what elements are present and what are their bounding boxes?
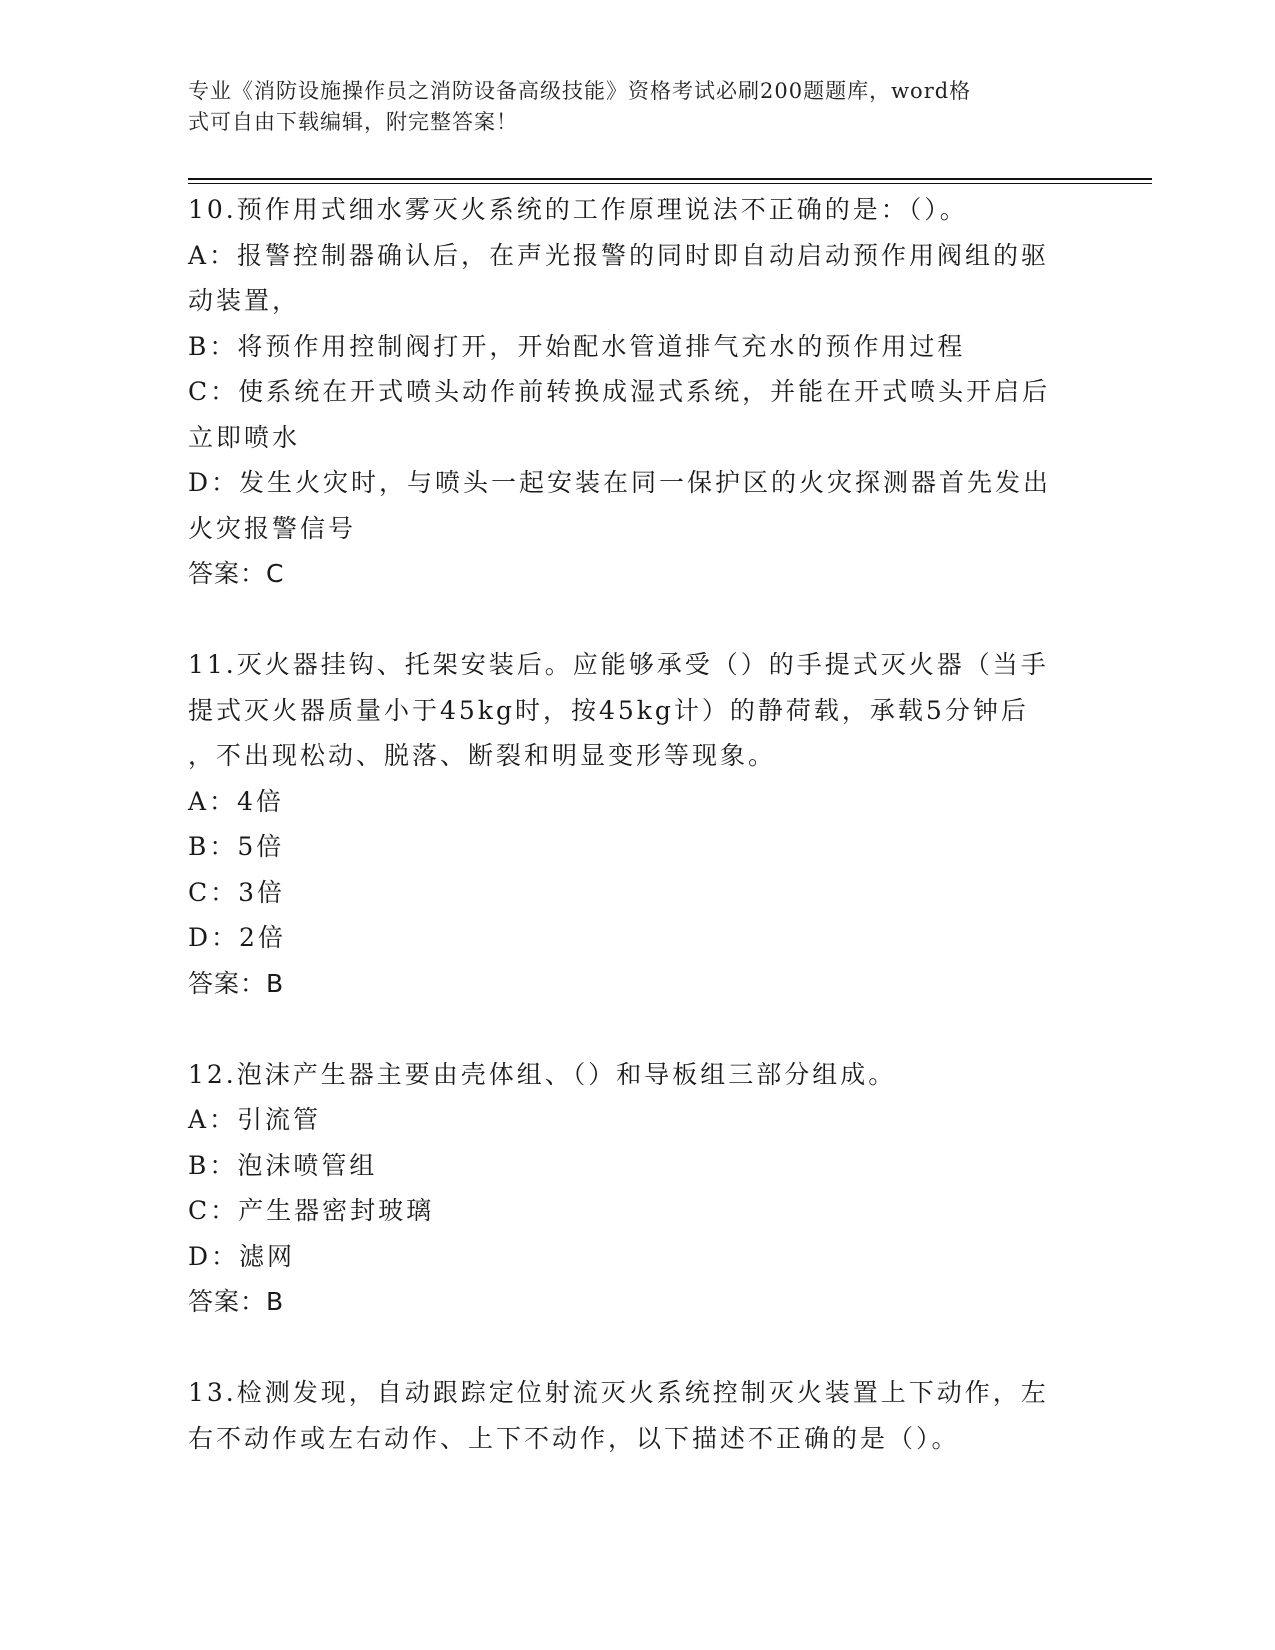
option-c: C：产生器密封玻璃 (188, 1196, 435, 1225)
header-line-2: 式可自由下载编辑，附完整答案！ (188, 110, 518, 134)
option-d-continued: 火灾报警信号 (188, 513, 357, 543)
question-12 (188, 1052, 1088, 1325)
answer: 答案：B (188, 968, 285, 998)
option-b: B：将预作用控制阀打开，开始配水管道排气充水的预作用过程 (188, 331, 966, 361)
question-stem-continued: 右不动作或左右动作、上下不动作，以下描述不正确的是（）。 (188, 1423, 960, 1453)
spacer (188, 1325, 1088, 1371)
option-b: B：泡沫喷管组 (188, 1150, 378, 1180)
option-d: D：滤网 (188, 1241, 296, 1271)
header-rule-thin (188, 183, 1152, 184)
option-c-continued: 立即喷水 (188, 422, 301, 452)
question-stem: 12.泡沫产生器主要由壳体组、（）和导板组三部分组成。 (188, 1059, 897, 1089)
option-a: A：4倍 (188, 786, 284, 816)
question-stem: 10.预作用式细水雾灭火系统的工作原理说法不正确的是：（）。 (188, 195, 968, 224)
option-c: C：使系统在开式喷头动作前转换成湿式系统，并能在开式喷头开启后 (188, 377, 1051, 406)
option-a-continued: 动装置， (188, 286, 301, 315)
question-stem-continued: ，不出现松动、脱落、断裂和明显变形等现象。 (188, 741, 777, 770)
option-c: C：3倍 (188, 877, 286, 907)
option-b: B：5倍 (188, 832, 285, 861)
option-a: A：引流管 (188, 1105, 322, 1134)
spacer (188, 1006, 1088, 1052)
document-header (188, 76, 1068, 138)
question-list (188, 187, 1088, 1461)
option-d: D：发生火灾时，与喷头一起安装在同一保护区的火灾探测器首先发出 (188, 468, 1052, 497)
question-stem: 13.检测发现，自动跟踪定位射流灭火系统控制灭火装置上下动作，左 (188, 1378, 1049, 1407)
option-d: D：2倍 (188, 923, 286, 952)
header-line-1: 专业《消防设施操作员之消防设备高级技能》资格考试必刷200题题库，word格 (188, 79, 972, 103)
question-10 (188, 187, 1088, 597)
option-a: A：报警控制器确认后，在声光报警的同时即自动启动预作用阀组的驱 (188, 240, 1050, 270)
header-rule-thick (188, 178, 1152, 180)
answer: 答案：C (188, 559, 285, 588)
question-stem: 11.灭火器挂钩、托架安装后。应能够承受（）的手提式灭火器（当手 (188, 650, 1049, 679)
spacer (188, 597, 1088, 643)
question-13 (188, 1370, 1088, 1461)
answer: 答案：B (188, 1287, 285, 1316)
question-stem-continued: 提式灭火器质量小于45kg时，按45kg计）的静荷载，承载5分钟后 (188, 695, 1029, 725)
question-11 (188, 642, 1088, 1006)
